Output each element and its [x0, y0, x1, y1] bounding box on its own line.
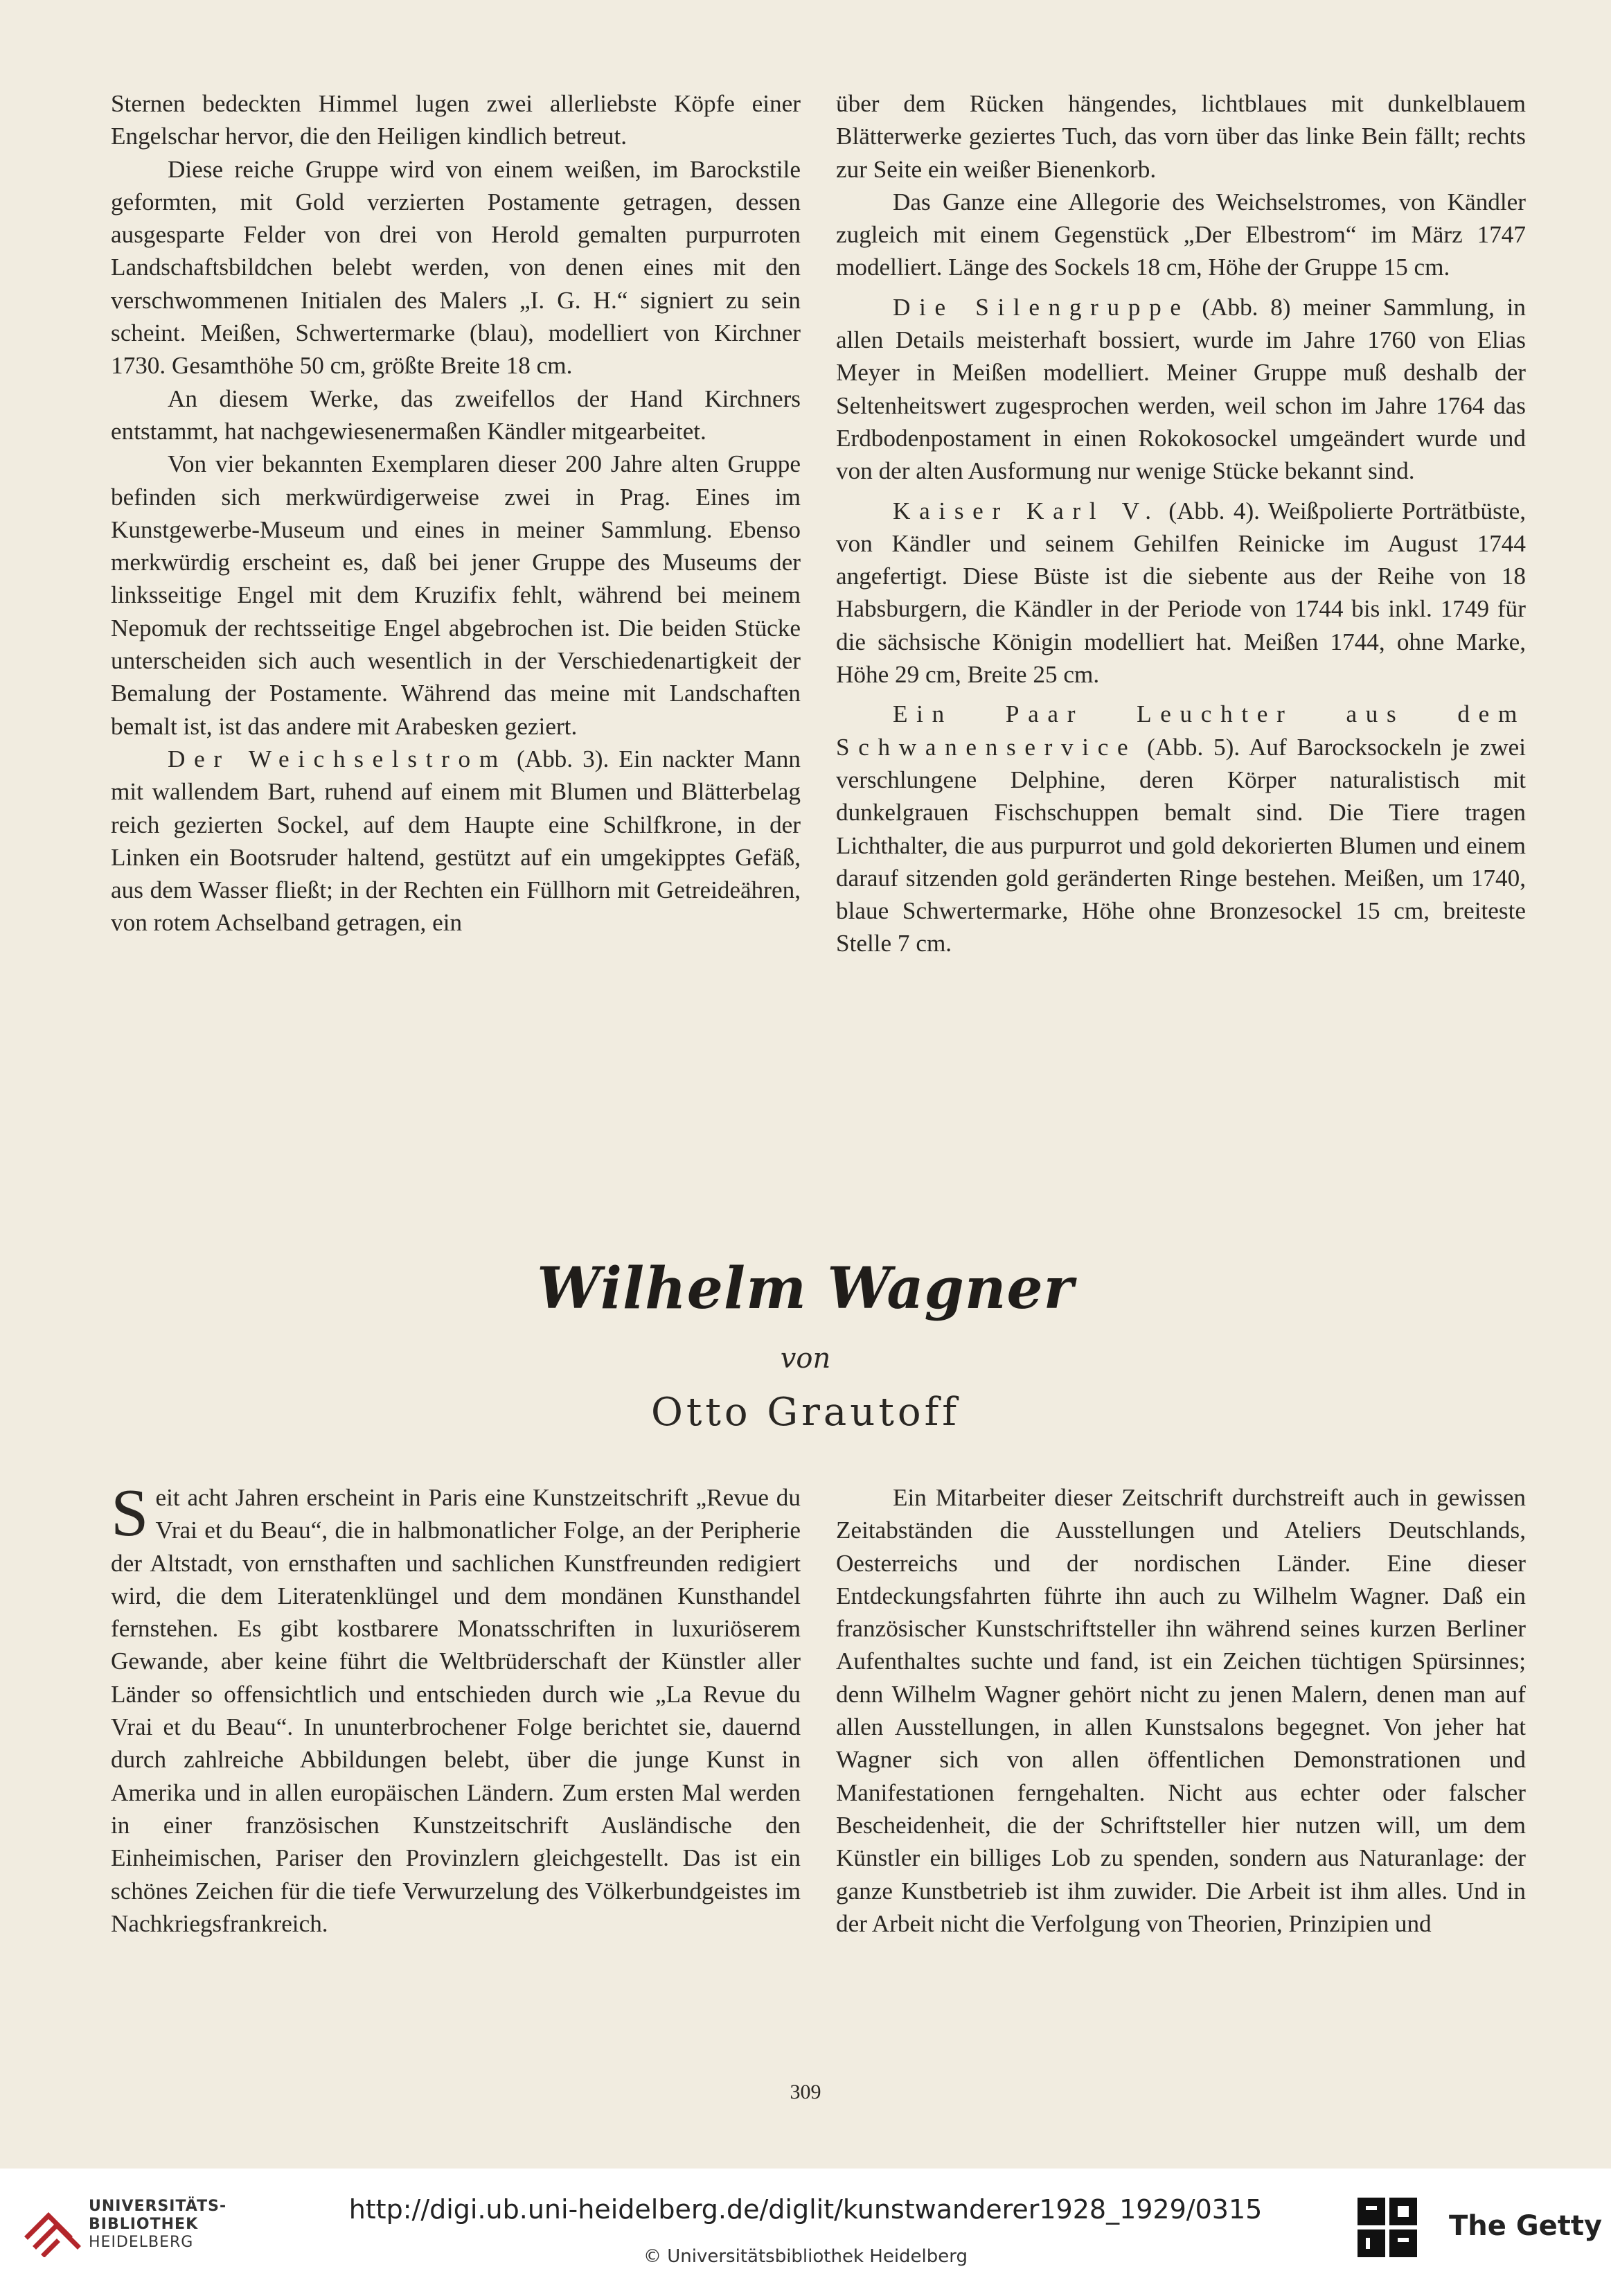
library-name-line: BIBLIOTHEK — [89, 2216, 199, 2233]
paragraph: Das Ganze eine Allegorie des Weichselstromes, von Kändler zugleich mit einem Gegenstück „Der Elbestrom“ im März 1747 modelliert. Länge des Sockels 18 cm, Höhe der Gruppe 15 cm. — [836, 188, 1526, 281]
spaced-heading: Kaiser Karl V. — [893, 497, 1160, 524]
paragraph — [836, 698, 1526, 960]
spaced-heading: Die Silengruppe — [893, 293, 1190, 321]
paragraph: An diesem Werke, das zweifellos der Hand Kirchners entstammt, hat nachgewiesenermaßen Kändler mitgearbeitet. — [111, 385, 801, 445]
page-number: 309 — [790, 2081, 821, 2103]
paragraph — [111, 743, 801, 939]
paragraph: über dem Rücken hängendes, lichtblaues mit dunkelblauem Blätterwerke geziertes Tuch, das vorn über das linke Bein fällt; rechts zur Seite ein weißer Bienenkorb. — [836, 90, 1526, 183]
paragraph: Diese reiche Gruppe wird von einem weißen, im Barockstile geformten, mit Gold verzierten Postamente getragen, dessen ausgesparte Felder von drei von Herold gemalten purpurroten Landschaftsbildchen belebt werden, von denen eines mit den verschwommenen Initialen des Malers „I. G. H.“ signiert zu sein scheint. Meißen, Schwertermarke (blau), modelliert von Kirchner 1730. Gesamthöhe 50 cm, größte Breite 18 cm. — [111, 155, 801, 380]
top-right-column — [836, 87, 1526, 960]
spaced-heading: Der Weichselstrom — [168, 745, 507, 772]
article-byline: von — [780, 1343, 831, 1375]
paragraph — [111, 1476, 801, 1940]
getty-logo-icon — [1356, 2196, 1418, 2260]
getty-name: The Getty — [1449, 2210, 1603, 2242]
top-left-column — [111, 87, 801, 939]
paragraph — [836, 495, 1526, 691]
spaced-heading: Ein Paar Leuchter aus dem Schwanenservice — [836, 700, 1526, 761]
library-name-line: HEIDELBERG — [89, 2234, 194, 2251]
article-title: Wilhelm Wagner — [537, 1255, 1074, 1322]
article-right-column — [836, 1481, 1526, 1940]
paragraph: Sternen bedeckten Himmel lugen zwei allerliebste Köpfe einer Engelschar hervor, die den Heiligen kindlich betreut. — [111, 90, 801, 150]
paragraph-text: (Abb. 5). Auf Barocksockeln je zwei verschlungene Delphine, deren Körper naturalistisch mit dunkelgrauen Fischschuppen bemalt sind. Die Tiere tragen Lichthalter, die aus purpurrot und gold dekorierten Blumen und einem darauf sitzenden gold geränderten Ringe bestehen. Meißen, um 1740, blaue Schwertermarke, Höhe ohne Bronzesockel 15 cm, breiteste Stelle 7 cm. — [836, 733, 1526, 957]
copyright-notice: © Universitätsbibliothek Heidelberg — [643, 2246, 968, 2267]
source-url-link[interactable]: http://digi.ub.uni-heidelberg.de/diglit/kunstwanderer1928_1929/0315 — [348, 2194, 1263, 2225]
paragraph: Ein Mitarbeiter dieser Zeitschrift durchstreift auch in gewissen Zeitabständen die Ausstellungen und Ateliers Deutschlands, Oesterreichs und der nordischen Länder. Eine dieser Entdeckungsfahrten führte ihn auch zu Wilhelm Wagner. Daß ein französischer Kunstschriftsteller ihn während seines kurzen Berliner Aufenthaltes suchte und fand, ist ein Zeichen tüchtigen Spürsinnes; denn Wilhelm Wagner gehört nicht zu jenen Malern, denen man auf allen Ausstellungen, in allen Kunstsalons begegnet. Von jeher hat Wagner sich von allen öffentlichen Demonstrationen und Manifestationen ferngehalten. Nicht aus echter oder falscher Bescheidenheit, die der Schriftsteller hier nutzen will, um dem Künstler ein billiges Lob zu spenden, sondern aus Naturanlage: der ganze Kunstbetrieb ist ihm zuwider. Die Arbeit ist ihm alles. Und in der Arbeit nicht die Verfolgung von Theorien, Prinzipien und — [836, 1484, 1526, 1937]
paragraph — [836, 291, 1526, 488]
paragraph-text: eit acht Jahren erscheint in Paris eine Kunstzeitschrift „Revue du Vrai et du Beau“, die in halbmonatlicher Folge, an der Peripherie der Altstadt, von ernsthaften und sachlichen Kunstfreunden redigiert wird, die dem Literatenklüngel und dem mondänen Kunsthandel fernstehen. Es gibt kostbarere Monatsschriften in luxuriöserem Gewande, aber keine führt die Weltbrüderschaft der Künstler aller Länder so offensichtlich und entschieden durch wie „La Revue du Vrai et du Beau“. In ununterbrochener Folge berichtet sie, dauernd durch zahlreiche Abbildungen belebt, über die junge Kunst in Amerika und in allen europäischen Ländern. Zum ersten Mal werden in einer französischen Kunstzeitschrift Ausländische den Einheimischen, Pariser den Provinzlern gleichgestellt. Das ist ein schönes Zeichen für die tiefe Verwurzelung des Völkerbundgeistes im Nachkriegsfrankreich. — [111, 1484, 801, 1937]
footer-bar — [0, 2169, 1611, 2296]
drop-cap: S — [111, 1476, 149, 1551]
paragraph-text: (Abb. 8) meiner Sammlung, in allen Details meisterhaft bossiert, wurde im Jahre 1760 von Elias Meyer in Meißen modelliert. Meiner Gruppe muß deshalb der Seltenheitswert zugesprochen werden, weil schon im Jahre 1764 das Erdbodenpostament in einen Rokokosockel umgeändert wurde und von der alten Ausformung nur wenige Stücke bekannt sind. — [836, 293, 1526, 485]
article-left-column — [111, 1476, 801, 1940]
paragraph-text: (Abb. 3). Ein nackter Mann mit wallendem Bart, ruhend auf einem mit Blumen und Blätterbelag reich gezierten Sockel, auf dem Haupte eine Schilfkrone, in der Linken ein Bootsruder haltend, gestützt auf ein umgekipptes Gefäß, aus dem Wasser fließt; in der Rechten ein Füllhorn mit Getreideähren, von rotem Achselband getragen, ein — [111, 745, 801, 937]
paragraph: Von vier bekannten Exemplaren dieser 200 Jahre alten Gruppe befinden sich merkwürdigerweise zwei in Prag. Eines im Kunstgewerbe-Museum und eines in meiner Sammlung. Ebenso merkwürdig erscheint es, daß bei jener Gruppe des Museums der linksseitige Engel mit dem Kruzifix fehlt, während bei meinem Nepomuk der rechtsseitige Engel abgebrochen ist. Die beiden Stücke unterscheiden sich auch wesentlich in der Verschiedenartigkeit der Bemalung der Postamente. Während das meine mit Landschaften bemalt ist, ist das andere mit Arabesken geziert. — [111, 450, 801, 740]
library-name-line: UNIVERSITÄTS- — [89, 2198, 227, 2215]
paragraph-text: (Abb. 4). Weißpolierte Porträtbüste, von Kändler und seinem Gehilfen Reinicke im August 1744 angefertigt. Diese Büste ist die siebente aus der Reihe von 18 Habsburgern, die Kändler in der Periode von 1744 bis inkl. 1749 für die sächsische Königin modelliert hat. Meißen 1744, ohne Marke, Höhe 29 cm, Breite 25 cm. — [836, 497, 1526, 689]
article-author: Otto Grautoff — [650, 1390, 961, 1435]
